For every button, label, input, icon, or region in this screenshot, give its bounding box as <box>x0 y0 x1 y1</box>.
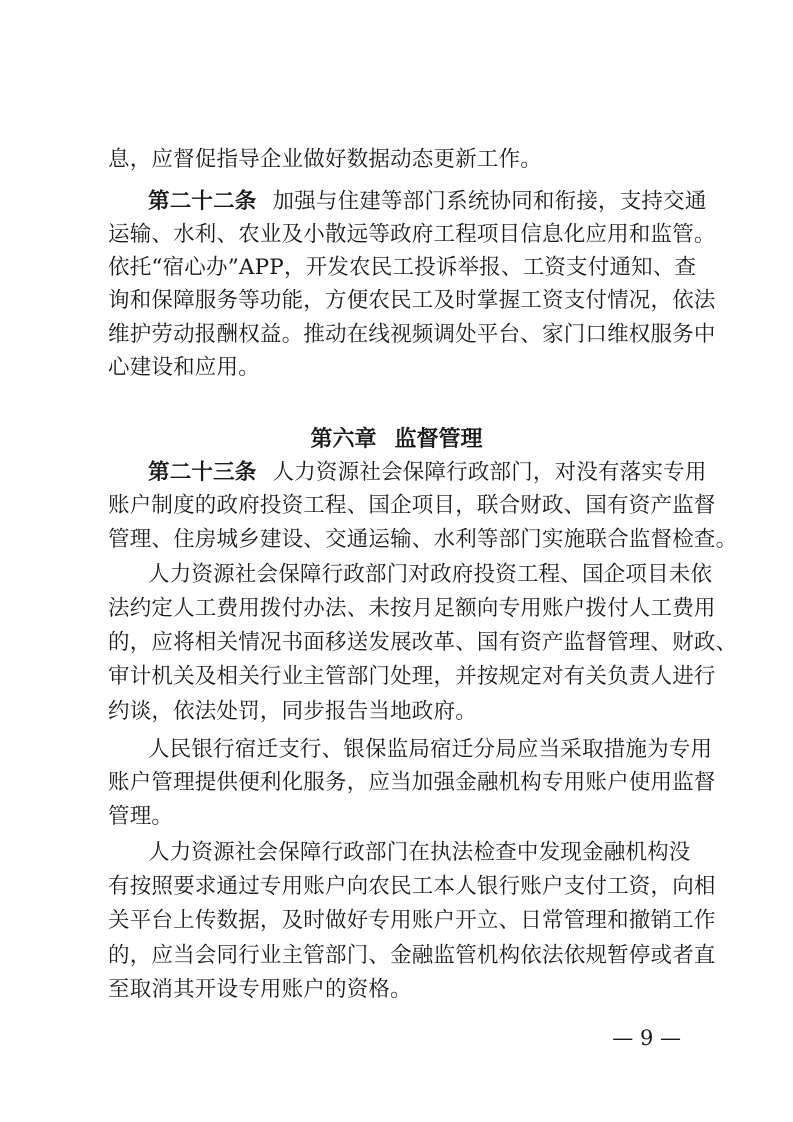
article-23-label: 第二十三条 <box>148 460 257 485</box>
chapter-title: 监督管理 <box>394 426 483 452</box>
paragraph-first-line: 人力资源社会保障行政部门在执法检查中发现金融机构没 <box>148 840 691 865</box>
paragraph-line: 心建设和应用。 <box>108 355 260 380</box>
page-number: — 9 — <box>612 1026 681 1050</box>
article-22-first-line <box>148 187 707 217</box>
article-23-first-line <box>148 458 707 488</box>
paragraph-line: 运输、水利、农业及小散远等政府工程项目信息化应用和监管。 <box>108 222 716 247</box>
paragraph-first-line: 人民银行宿迁支行、银保监局宿迁分局应当采取措施为专用 <box>148 737 713 762</box>
paragraph-line: 息，应督促指导企业做好数据动态更新工作。 <box>108 147 543 172</box>
paragraph-line: 至取消其开设专用账户的资格。 <box>108 977 412 1002</box>
chapter-number: 第六章 <box>310 426 377 452</box>
paragraph-line: 审计机关及相关行业主管部门处理，并按规定对有关负责人进行 <box>108 664 716 689</box>
article-22-text: 加强与住建等部门系统协同和衔接，支持交通 <box>272 189 707 214</box>
paragraph-line: 依托“宿心办”APP，开发农民工投诉举报、工资支付通知、查 <box>108 255 697 280</box>
paragraph-line: 维护劳动报酬权益。推动在线视频调处平台、家门口维权服务中 <box>108 322 716 347</box>
paragraph-line: 账户管理提供便利化服务，应当加强金融机构专用账户使用监督 <box>108 770 716 795</box>
article-22-label: 第二十二条 <box>148 189 257 214</box>
paragraph-line: 询和保障服务等功能，方便农民工及时掌握工资支付情况，依法 <box>108 288 716 313</box>
paragraph-line: 管理、住房城乡建设、交通运输、水利等部门实施联合监督检查。 <box>108 527 738 552</box>
paragraph-first-line: 人力资源社会保障行政部门对政府投资工程、国企项目未依 <box>148 562 713 587</box>
paragraph-line: 关平台上传数据，及时做好专用账户开立、日常管理和撤销工作 <box>108 908 716 933</box>
paragraph-line: 的，应将相关情况书面移送发展改革、国有资产监督管理、财政、 <box>108 630 738 655</box>
paragraph-line: 约谈，依法处罚，同步报告当地政府。 <box>108 699 477 724</box>
paragraph-line: 的，应当会同行业主管部门、金融监管机构依法依规暂停或者直 <box>108 943 716 968</box>
paragraph-line: 管理。 <box>108 804 174 829</box>
chapter-heading <box>0 424 793 454</box>
article-23-text: 人力资源社会保障行政部门，对没有落实专用 <box>272 460 707 485</box>
paragraph-line: 账户制度的政府投资工程、国企项目，联合财政、国有资产监督 <box>108 493 716 518</box>
paragraph-line: 法约定人工费用拨付办法、未按月足额向专用账户拨付人工费用 <box>108 596 716 621</box>
paragraph-line: 有按照要求通过专用账户向农民工本人银行账户支付工资，向相 <box>108 874 716 899</box>
